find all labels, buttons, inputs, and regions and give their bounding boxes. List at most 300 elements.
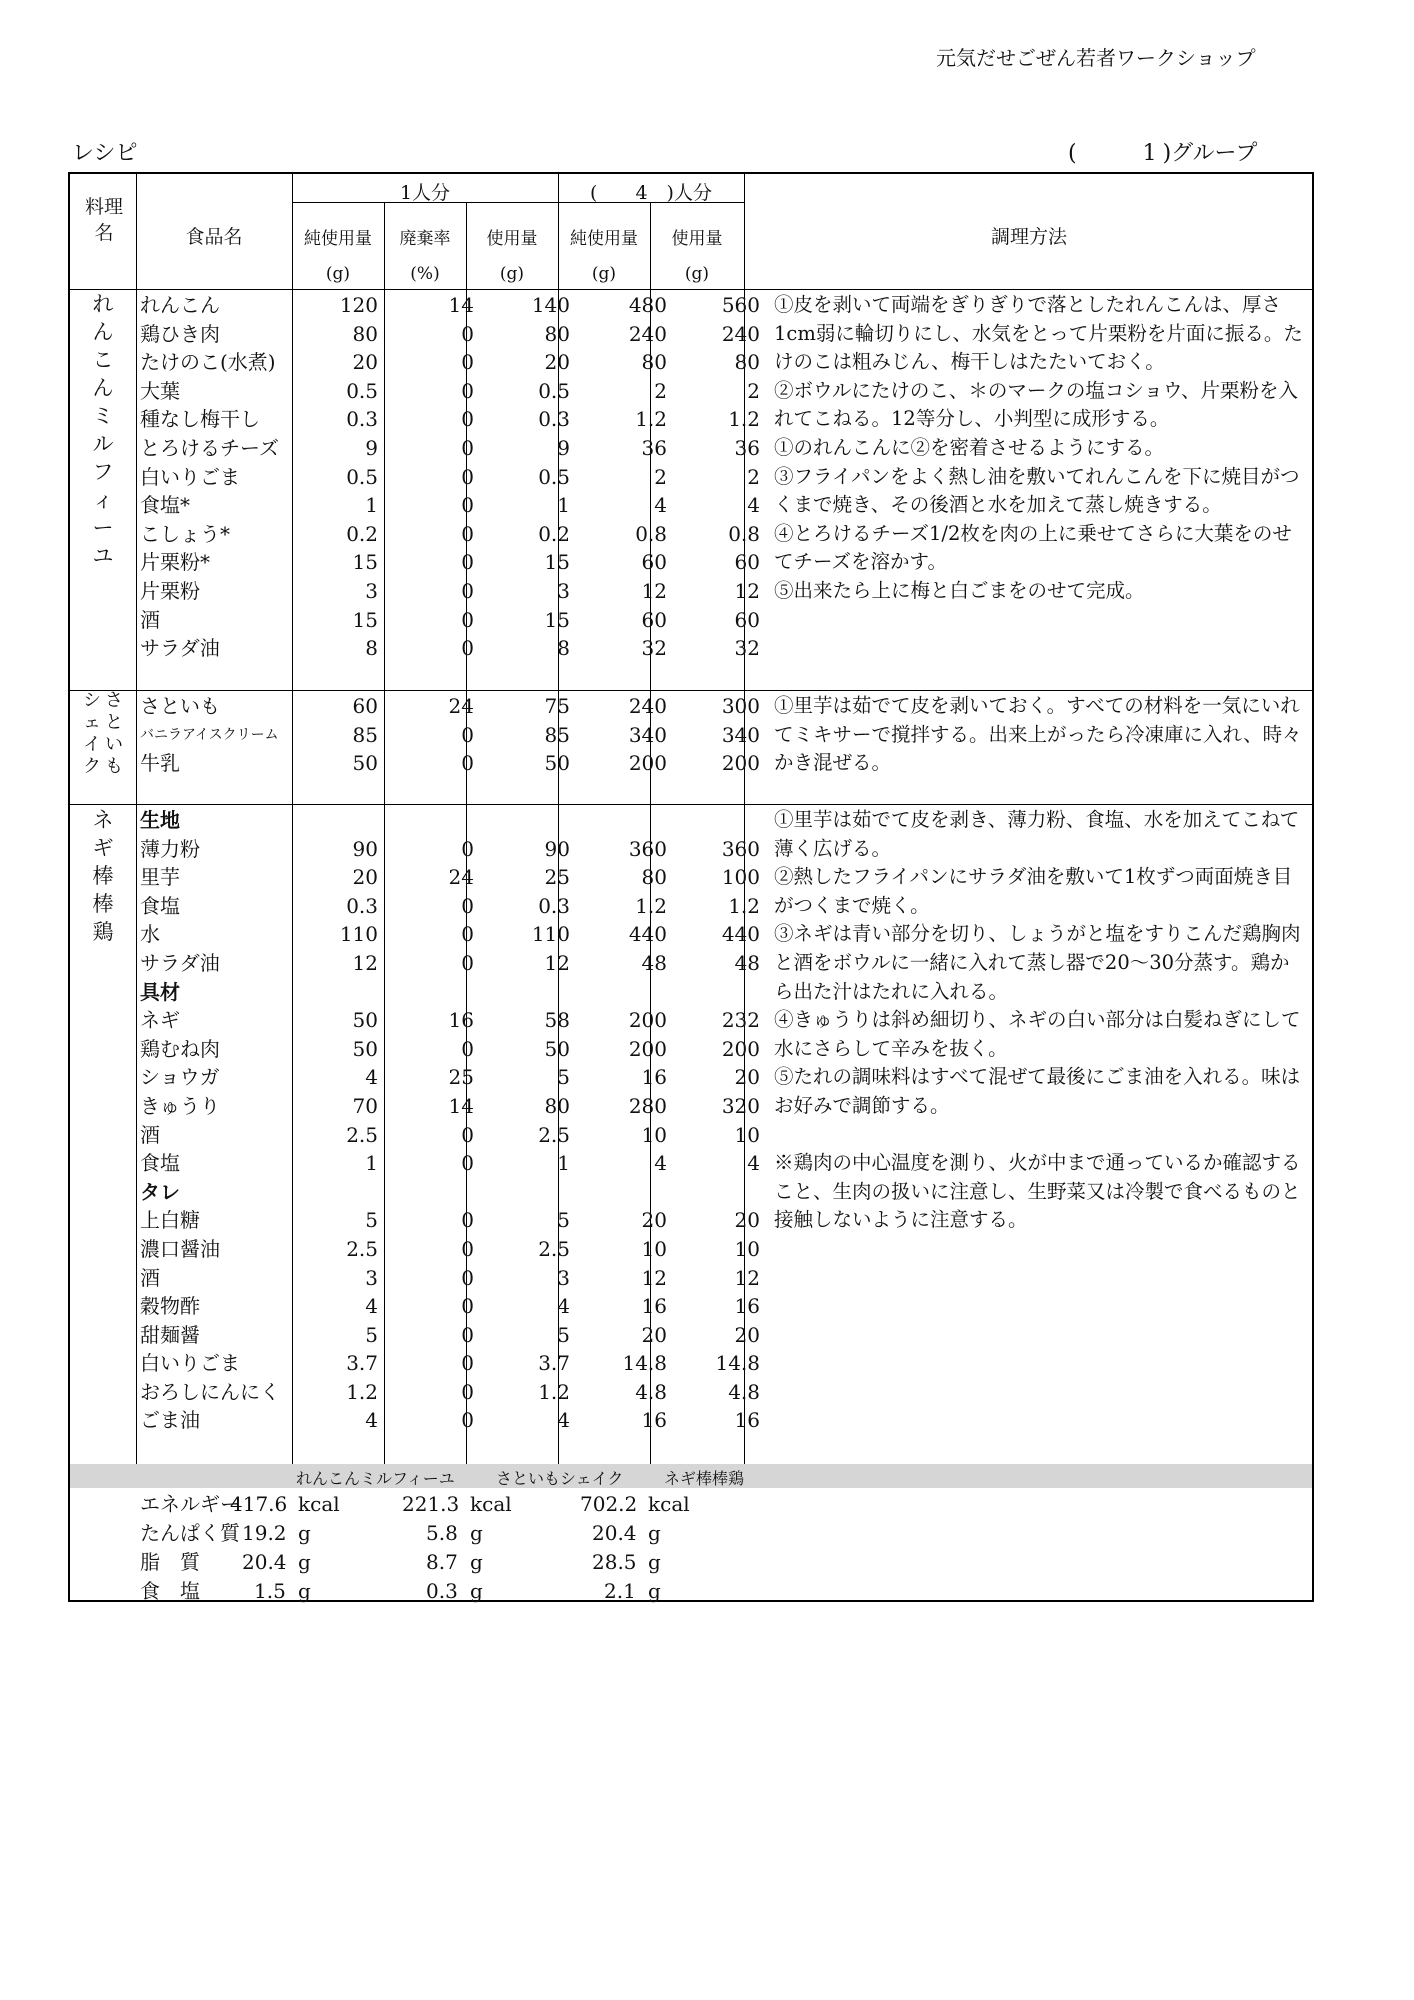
net-amount: 12 <box>352 950 378 975</box>
group-net-amount: 200 <box>628 751 667 776</box>
group-used-amount: 16 <box>734 1294 760 1319</box>
net-amount: 1 <box>365 493 378 518</box>
used-amount: 12 <box>544 950 570 975</box>
ingredient-list-negi <box>140 806 764 1435</box>
net-amount: 110 <box>339 922 378 947</box>
method-step: ②熱したフライパンにサラダ油を敷いて1枚ずつ両面焼き目がつくまで焼く。 <box>774 865 1293 917</box>
used-amount <box>478 806 574 835</box>
nutrition-label: 脂 質 <box>140 1550 200 1574</box>
group-used-amount: 300 <box>721 694 760 718</box>
group-net-amount: 0.8 <box>635 521 667 546</box>
ingredient-name: 鶏ひき肉 <box>140 321 220 346</box>
ingredient-name: れんこん <box>140 293 220 317</box>
group-net-amount: 10 <box>641 1236 667 1261</box>
nutrition-unit: g <box>648 1521 661 1545</box>
ingredient-row <box>140 806 764 835</box>
ingredient-row <box>140 1292 764 1321</box>
group-used-amount: 440 <box>721 922 760 947</box>
ingredient-name: こしょう* <box>140 521 230 546</box>
method-step <box>774 1121 1306 1150</box>
ingredient-row <box>140 721 764 750</box>
net-amount: 120 <box>339 293 378 317</box>
net-amount: 4 <box>365 1408 378 1433</box>
group-used-amount: 80 <box>734 350 760 375</box>
method-step: ※鶏肉の中心温度を測り、火が中まで通っているか確認すること、生肉の扱いに注意し、生野菜又は冷製で食べるものと接触しないように注意する。 <box>774 1151 1301 1232</box>
group-net-amount: 480 <box>628 293 667 317</box>
used-amount: 50 <box>544 751 570 776</box>
group-number: 1 <box>1142 141 1157 166</box>
ingredient-row <box>140 749 764 778</box>
group-used-amount: 48 <box>734 950 760 975</box>
nutrition-dish-1: れんこんミルフィーユ <box>296 1469 455 1488</box>
used-amount-header: 使用量 <box>486 229 538 249</box>
method-step: ①里芋は茹でて皮を剥き、薄力粉、食塩、水を加えてこねて薄く広げる。 <box>774 808 1300 860</box>
dish-name-satoimo <box>80 690 126 778</box>
used-amount: 3 <box>557 1265 570 1290</box>
nutrition-unit: g <box>298 1579 311 1603</box>
net-amount: 3 <box>365 578 378 603</box>
ingredient-row <box>140 463 764 492</box>
net-amount: 50 <box>352 1036 378 1061</box>
group-net-amount <box>574 1178 671 1207</box>
nutrition-value: 702.2 <box>580 1492 638 1516</box>
group-open: ( <box>1068 141 1077 166</box>
group-used-amount: 4 <box>747 493 760 518</box>
waste-rate: 0 <box>461 1322 474 1347</box>
group-used-amount: 60 <box>734 550 760 575</box>
method-step: ②ボウルにたけのこ、＊のマークの塩コショウ、片栗粉を入れてこねる。12等分し、小判型に成形する。 <box>774 378 1298 431</box>
group-used-amount: 14.8 <box>715 1351 760 1376</box>
ingredient-row <box>140 348 764 377</box>
ingredient-name: 白いりごま <box>140 1351 240 1376</box>
group-used-amount: 4 <box>747 1151 760 1176</box>
nutrition-value: 20.4 <box>592 1521 637 1545</box>
group-used-amount: 20 <box>734 1065 760 1090</box>
ingredient-row <box>140 1349 764 1378</box>
ingredient-name: 種なし梅干し <box>140 407 260 432</box>
net-amount: 85 <box>352 722 378 747</box>
group-net-amount: 16 <box>641 1294 667 1319</box>
ingredient-row <box>140 692 764 721</box>
group-net-amount: 4 <box>654 493 667 518</box>
used-amount: 9 <box>557 435 570 460</box>
waste-rate: 24 <box>448 865 474 890</box>
waste-rate: 0 <box>461 893 474 918</box>
ingredient-row <box>140 1178 764 1207</box>
used-amount: 75 <box>544 694 570 718</box>
group-used-amount: 16 <box>734 1408 760 1433</box>
used-amount: 1 <box>557 493 570 518</box>
waste-rate: 0 <box>461 922 474 947</box>
ingredient-name: たけのこ(水煮) <box>140 350 276 375</box>
per-person-header: 1人分 <box>399 182 451 204</box>
waste-rate: 0 <box>461 493 474 518</box>
group-used-amount: 360 <box>721 836 760 861</box>
group-net-amount: 2 <box>654 378 667 403</box>
used-amount: 0.3 <box>538 893 570 918</box>
used-amount: 0.5 <box>538 464 570 489</box>
net-amount: 0.5 <box>346 464 378 489</box>
net-amount: 0.5 <box>346 378 378 403</box>
waste-rate: 0 <box>461 836 474 861</box>
group-net-amount: 80 <box>641 865 667 890</box>
group-used-amount: 12 <box>734 1265 760 1290</box>
waste-rate <box>382 1178 478 1207</box>
used-amount: 3 <box>557 578 570 603</box>
waste-rate: 14 <box>448 293 474 317</box>
net-amount: 4 <box>365 1294 378 1319</box>
group-used-amount-header: 使用量 <box>671 229 723 249</box>
method-step: ④きゅうりは斜め細切り、ネギの白い部分は白髪ねぎにして水にさらして辛みを抜く。 <box>774 1008 1301 1060</box>
used-amount: 50 <box>544 1036 570 1061</box>
nutrition-unit: kcal <box>298 1492 340 1516</box>
net-amount: 3 <box>365 1265 378 1290</box>
net-amount: 1 <box>365 1151 378 1176</box>
dish-name-satoimo-col2: シェイク <box>83 690 101 777</box>
net-amount: 1.2 <box>346 1379 378 1404</box>
nutrition-unit: g <box>298 1550 311 1574</box>
used-amount: 2.5 <box>538 1122 570 1147</box>
waste-rate: 0 <box>461 751 474 776</box>
net-amount: 15 <box>352 607 378 632</box>
ingredient-name: 濃口醤油 <box>140 1236 220 1261</box>
used-amount: 0.3 <box>538 407 570 432</box>
ingredient-name: ネギ <box>140 1008 180 1033</box>
net-amount: 9 <box>365 435 378 460</box>
nutrition-value: 19.2 <box>242 1521 287 1545</box>
net-amount: 0.3 <box>346 893 378 918</box>
net-amount: 20 <box>352 350 378 375</box>
organization-title: 元気だせごぜん若者ワークショップ <box>936 46 1256 70</box>
nutrition-value: 20.4 <box>242 1550 287 1574</box>
method-header: 調理方法 <box>990 226 1067 248</box>
ingredient-row <box>140 634 764 663</box>
method-step: ⑤たれの調味料はすべて混ぜて最後にごま油を入れる。味はお好みで調節する。 <box>774 1065 1301 1117</box>
ingredient-row <box>140 606 764 635</box>
net-amount: 15 <box>352 550 378 575</box>
method-step: ①皮を剥いて両端をぎりぎりで落としたれんこんは、厚さ1cm弱に輪切りにし、水気をとって片栗粉を片面に振る。たけのこは粗みじん、梅干しはたたいておく。 <box>774 293 1303 374</box>
ingredient-name: きゅうり <box>140 1093 220 1118</box>
group-net-amount: 16 <box>641 1065 667 1090</box>
group-used-amount: 320 <box>721 1093 760 1118</box>
group-net-amount: 20 <box>641 1208 667 1233</box>
group-suffix: )グループ <box>1162 141 1258 166</box>
unit-g: (g) <box>499 264 525 284</box>
used-amount: 80 <box>544 1093 570 1118</box>
used-amount: 15 <box>544 550 570 575</box>
net-amount: 50 <box>352 751 378 776</box>
method-negi <box>774 806 1306 1235</box>
group-net-amount: 36 <box>641 435 667 460</box>
waste-rate: 0 <box>461 521 474 546</box>
used-amount: 5 <box>557 1322 570 1347</box>
waste-rate: 0 <box>461 1236 474 1261</box>
method-step: ⑤出来たら上に梅と白ごまをのせて完成。 <box>774 578 1145 602</box>
group-net-amount: 10 <box>641 1122 667 1147</box>
waste-rate: 0 <box>461 950 474 975</box>
used-amount: 58 <box>544 1008 570 1033</box>
net-amount <box>286 806 382 835</box>
used-amount: 90 <box>544 836 570 861</box>
ingredient-row <box>140 1406 764 1435</box>
ingredient-row <box>140 920 764 949</box>
group-label <box>1068 136 1257 167</box>
waste-rate: 0 <box>461 1408 474 1433</box>
group-net-amount: 60 <box>641 550 667 575</box>
ingredient-row <box>140 491 764 520</box>
ingredient-row <box>140 892 764 921</box>
net-amount-header: 純使用量 <box>304 229 372 249</box>
ingredient-row <box>140 835 764 864</box>
used-amount: 20 <box>544 350 570 375</box>
nutrition-unit: g <box>470 1521 483 1545</box>
ingredient-row <box>140 520 764 549</box>
nutrition-label: たんぱく質 <box>140 1521 240 1545</box>
ingredient-name: 牛乳 <box>140 751 180 776</box>
method-step: ①のれんこんに②を密着させるようにする。 <box>774 435 1165 459</box>
group-net-amount: 360 <box>628 836 667 861</box>
food-name-header: 食品名 <box>185 226 243 248</box>
waste-rate: 0 <box>461 722 474 747</box>
used-amount: 110 <box>531 922 570 947</box>
group-used-amount: 1.2 <box>728 893 760 918</box>
group-used-amount: 232 <box>721 1008 760 1033</box>
waste-rate: 25 <box>448 1065 474 1090</box>
net-amount: 60 <box>352 694 378 718</box>
waste-rate: 0 <box>461 578 474 603</box>
ingredient-name: バニラアイスクリーム <box>140 726 279 743</box>
ingredient-row <box>140 1006 764 1035</box>
net-amount: 0.3 <box>346 407 378 432</box>
dish-name-header: 料理名 <box>84 196 123 244</box>
net-amount: 2.5 <box>346 1236 378 1261</box>
ingredient-name: 酒 <box>140 607 160 632</box>
unit-g: (g) <box>591 264 617 284</box>
group-net-amount: 1.2 <box>635 893 667 918</box>
ingredient-name: サラダ油 <box>140 636 220 661</box>
waste-rate: 0 <box>461 321 474 346</box>
group-used-amount: 10 <box>734 1122 760 1147</box>
waste-rate: 16 <box>448 1008 474 1033</box>
ingredient-row <box>140 434 764 463</box>
ingredient-row <box>140 863 764 892</box>
dish-name-negi: ネギ棒棒鶏 <box>92 808 114 944</box>
nutrition-dish-3: ネギ棒棒鶏 <box>664 1469 745 1488</box>
waste-rate: 0 <box>461 636 474 661</box>
waste-rate: 0 <box>461 1294 474 1319</box>
net-amount: 8 <box>365 636 378 661</box>
nutrition-unit: g <box>648 1550 661 1574</box>
group-net-amount: 200 <box>628 1036 667 1061</box>
nutrition-unit: g <box>298 1521 311 1545</box>
nutrition-value: 0.3 <box>426 1579 458 1603</box>
ingredient-name: タレ <box>140 1179 180 1204</box>
nutrition-unit: g <box>470 1579 483 1603</box>
group-net-amount: 12 <box>641 1265 667 1290</box>
ingredient-name: 片栗粉 <box>140 578 200 603</box>
used-amount: 1 <box>557 1151 570 1176</box>
group-net-amount: 60 <box>641 607 667 632</box>
group-net-amount: 20 <box>641 1322 667 1347</box>
waste-rate: 0 <box>461 1208 474 1233</box>
nutrition-value: 8.7 <box>426 1550 458 1574</box>
used-amount: 85 <box>544 722 570 747</box>
ingredient-row <box>140 949 764 978</box>
group-used-amount: 20 <box>734 1208 760 1233</box>
group-net-amount: 280 <box>628 1093 667 1118</box>
group-net-amount <box>574 978 671 1007</box>
used-amount: 25 <box>544 865 570 890</box>
ingredient-row <box>140 1063 764 1092</box>
used-amount: 80 <box>544 321 570 346</box>
group-used-amount <box>671 1178 764 1207</box>
ingredient-name: とろけるチーズ <box>140 435 279 460</box>
ingredient-row <box>140 1264 764 1293</box>
ingredient-name: ごま油 <box>140 1408 200 1433</box>
waste-rate: 0 <box>461 1379 474 1404</box>
waste-rate: 0 <box>461 350 474 375</box>
ingredient-row <box>140 1378 764 1407</box>
waste-rate: 24 <box>448 694 474 718</box>
used-amount: 4 <box>557 1294 570 1319</box>
net-amount: 80 <box>352 321 378 346</box>
ingredient-name: 上白糖 <box>140 1208 200 1233</box>
used-amount <box>478 978 574 1007</box>
group-used-amount: 240 <box>721 321 760 346</box>
used-amount: 4 <box>557 1408 570 1433</box>
group-used-amount: 4.8 <box>728 1379 760 1404</box>
ingredient-name: 酒 <box>140 1122 160 1147</box>
dish-name-renkon: れんこんミルフィーユ <box>92 292 114 568</box>
group-net-amount: 340 <box>628 722 667 747</box>
ingredient-list-renkon <box>140 291 764 663</box>
group-used-amount: 200 <box>721 1036 760 1061</box>
waste-rate-header: 廃棄率 <box>399 229 451 249</box>
group-used-amount: 2 <box>747 464 760 489</box>
waste-rate: 14 <box>448 1093 474 1118</box>
dish-name-satoimo-col1: さといも <box>105 690 123 777</box>
net-amount: 50 <box>352 1008 378 1033</box>
ingredient-name: 食塩 <box>140 893 180 918</box>
used-amount: 5 <box>557 1065 570 1090</box>
ingredient-name: 鶏むね肉 <box>140 1036 220 1061</box>
ingredient-name: 食塩* <box>140 493 190 518</box>
group-net-amount <box>574 806 671 835</box>
ingredient-name: 大葉 <box>140 378 180 403</box>
net-amount: 5 <box>365 1208 378 1233</box>
group-net-amount: 16 <box>641 1408 667 1433</box>
used-amount: 1.2 <box>538 1379 570 1404</box>
used-amount <box>478 1178 574 1207</box>
ingredient-row <box>140 548 764 577</box>
waste-rate: 0 <box>461 550 474 575</box>
ingredient-name: 甜麺醤 <box>140 1322 200 1347</box>
waste-rate: 0 <box>461 407 474 432</box>
group-used-amount: 60 <box>734 607 760 632</box>
ingredient-row <box>140 1235 764 1264</box>
used-amount: 0.5 <box>538 378 570 403</box>
used-amount: 3.7 <box>538 1351 570 1376</box>
group-net-amount: 1.2 <box>635 407 667 432</box>
ingredient-row <box>140 405 764 434</box>
group-net-amount: 4 <box>654 1151 667 1176</box>
used-amount: 8 <box>557 636 570 661</box>
group-net-amount: 48 <box>641 950 667 975</box>
ingredient-name: サラダ油 <box>140 950 220 975</box>
nutrition-value: 1.5 <box>254 1579 286 1603</box>
group-net-amount: 240 <box>628 694 667 718</box>
method-step: ③ネギは青い部分を切り、しょうがと塩をすりこんだ鶏胸肉と酒をボウルに一緒に入れて蒸し器で20～30分蒸す。鶏から出た汁はたれに入れる。 <box>774 922 1301 1003</box>
ingredient-name: 穀物酢 <box>140 1294 200 1319</box>
group-net-amount: 32 <box>641 636 667 661</box>
method-step: ①里芋は茹でて皮を剥いておく。すべての材料を一気にいれてミキサーで撹拌する。出来上がったら冷凍庫に入れ、時々かき混ぜる。 <box>774 694 1302 775</box>
net-amount: 20 <box>352 865 378 890</box>
used-amount: 0.2 <box>538 521 570 546</box>
per-group-header: ( 4 )人分 <box>590 182 712 204</box>
nutrition-unit: g <box>648 1579 661 1603</box>
group-used-amount <box>671 978 764 1007</box>
net-amount <box>286 978 382 1007</box>
nutrition-value: 5.8 <box>426 1521 458 1545</box>
group-used-amount: 560 <box>721 293 760 317</box>
net-amount: 70 <box>352 1093 378 1118</box>
ingredient-name: 食塩 <box>140 1151 180 1176</box>
nutrition-label: 食 塩 <box>140 1579 200 1603</box>
ingredient-name: 酒 <box>140 1265 160 1290</box>
waste-rate: 0 <box>461 1036 474 1061</box>
ingredient-row <box>140 377 764 406</box>
ingredient-name: 里芋 <box>140 865 180 890</box>
ingredient-name: 水 <box>140 922 160 947</box>
ingredient-name: 白いりごま <box>140 464 240 489</box>
waste-rate <box>382 806 478 835</box>
nutrition-unit: kcal <box>648 1492 690 1516</box>
group-used-amount: 200 <box>721 751 760 776</box>
group-net-amount: 14.8 <box>622 1351 667 1376</box>
used-amount: 140 <box>531 293 570 317</box>
waste-rate: 0 <box>461 1151 474 1176</box>
group-used-amount: 12 <box>734 578 760 603</box>
recipe-label: レシピ <box>72 141 138 166</box>
net-amount: 90 <box>352 836 378 861</box>
unit-g: (g) <box>325 264 351 284</box>
used-amount: 2.5 <box>538 1236 570 1261</box>
ingredient-name: さといも <box>140 694 220 718</box>
waste-rate: 0 <box>461 378 474 403</box>
nutrition-value: 417.6 <box>230 1492 288 1516</box>
group-used-amount <box>671 806 764 835</box>
group-used-amount: 100 <box>721 865 760 890</box>
waste-rate <box>382 978 478 1007</box>
net-amount: 0.2 <box>346 521 378 546</box>
group-net-amount-header: 純使用量 <box>570 229 638 249</box>
method-renkon <box>774 291 1306 606</box>
used-amount: 15 <box>544 607 570 632</box>
waste-rate: 0 <box>461 1351 474 1376</box>
net-amount: 2.5 <box>346 1122 378 1147</box>
ingredient-row <box>140 577 764 606</box>
waste-rate: 0 <box>461 607 474 632</box>
ingredient-name: 具材 <box>140 979 180 1004</box>
ingredient-name: おろしにんにく <box>140 1379 280 1404</box>
group-net-amount: 2 <box>654 464 667 489</box>
method-satoimo <box>774 692 1306 778</box>
waste-rate: 0 <box>461 464 474 489</box>
group-net-amount: 80 <box>641 350 667 375</box>
waste-rate: 0 <box>461 435 474 460</box>
net-amount: 3.7 <box>346 1351 378 1376</box>
group-used-amount: 0.8 <box>728 521 760 546</box>
